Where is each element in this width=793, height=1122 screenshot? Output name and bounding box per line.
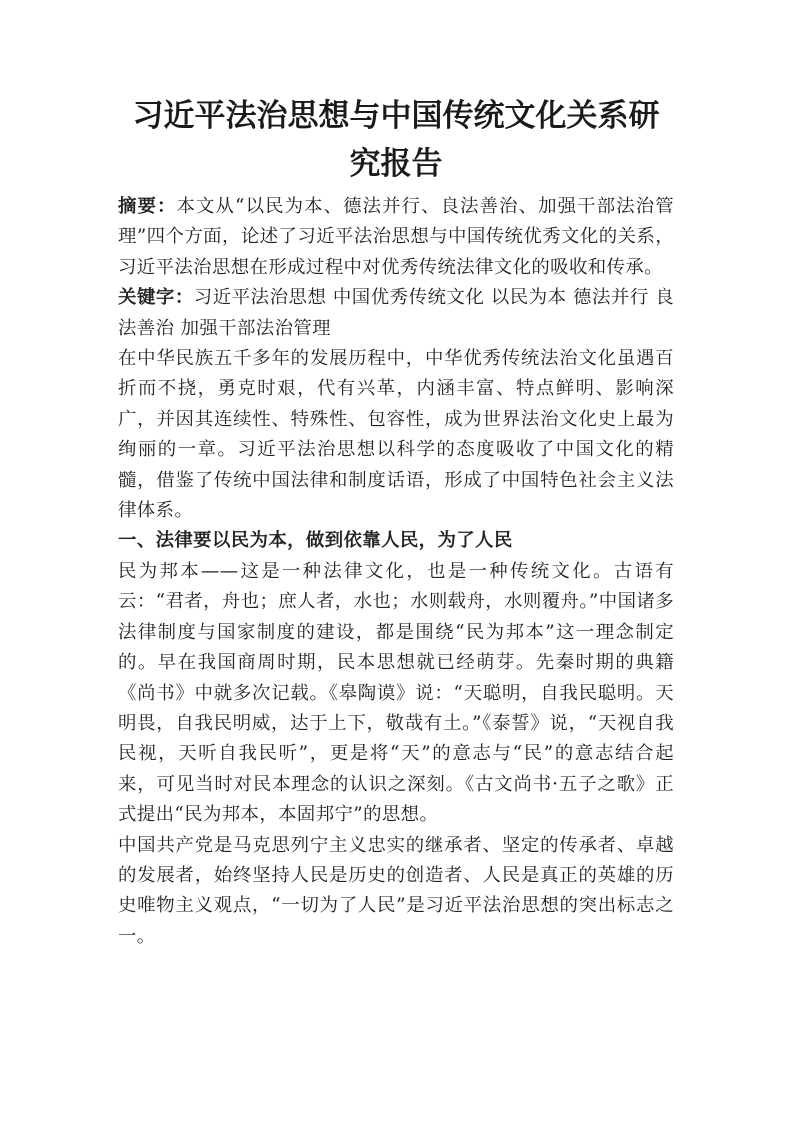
document-page [118,92,674,952]
keywords-text: 习近平法治思想 中国优秀传统文化 以民为本 德法并行 良法善治 加强干部法治管理 [118,287,674,339]
abstract-label: 摘要： [118,196,177,217]
section-1-paragraph-2: 中国共产党是马克思列宁主义忠实的继承者、坚定的传承者、卓越的发展者，始终坚持人民是历史的创造者、人民是真正的英雄的历史唯物主义观点，“一切为了人民”是习近平法治思想的突出标志之一。 [118,834,674,947]
abstract-paragraph [118,192,674,283]
abstract-text: 本文从“以民为本、德法并行、良法善治、加强干部法治管理”四个方面，论述了习近平法治思想与中国传统优秀文化的关系，习近平法治思想在形成过程中对优秀传统法律文化的吸收和传承。 [118,196,674,278]
intro-paragraph: 在中华民族五千多年的发展历程中，中华优秀传统法治文化虽遇百折而不挠，勇克时艰，代有兴革，内涵丰富、特点鲜明、影响深广，并因其连续性、特殊性、包容性，成为世界法治文化史上最为绚丽的一章。习近平法治思想以科学的态度吸收了中国文化的精髓，借鉴了传统中国法律和制度话语，形成了中国特色社会主义法律体系。 [118,348,674,522]
section-1-paragraph-1: 民为邦本——这是一种法律文化，也是一种传统文化。古语有云：“君者，舟也；庶人者，水也；水则载舟，水则覆舟。”中国诸多法律制度与国家制度的建设，都是围绕“民为邦本”这一理念制定的。早在我国商周时期，民本思想就已经萌芽。先秦时期的典籍《尚书》中就多次记载。《皋陶谟》说：“天聪明，自我民聪明。天明畏，自我民明威，达于上下，敬哉有土。”《泰誓》说，“天视自我民视，天听自我民听”，更是将“天”的意志与“民”的意志结合起来，可见当时对民本理念的认识之深刻。《古文尚书·五子之歌》正式提出“民为邦本，本固邦宁”的思想。 [118,560,674,826]
document-title: 习近平法治思想与中国传统文化关系研究报告 [132,98,660,182]
section-1-heading: 一、法律要以民为本，做到依靠人民，为了人民 [118,530,513,552]
keywords-label: 关键字： [118,287,194,309]
keywords-paragraph [118,283,674,344]
